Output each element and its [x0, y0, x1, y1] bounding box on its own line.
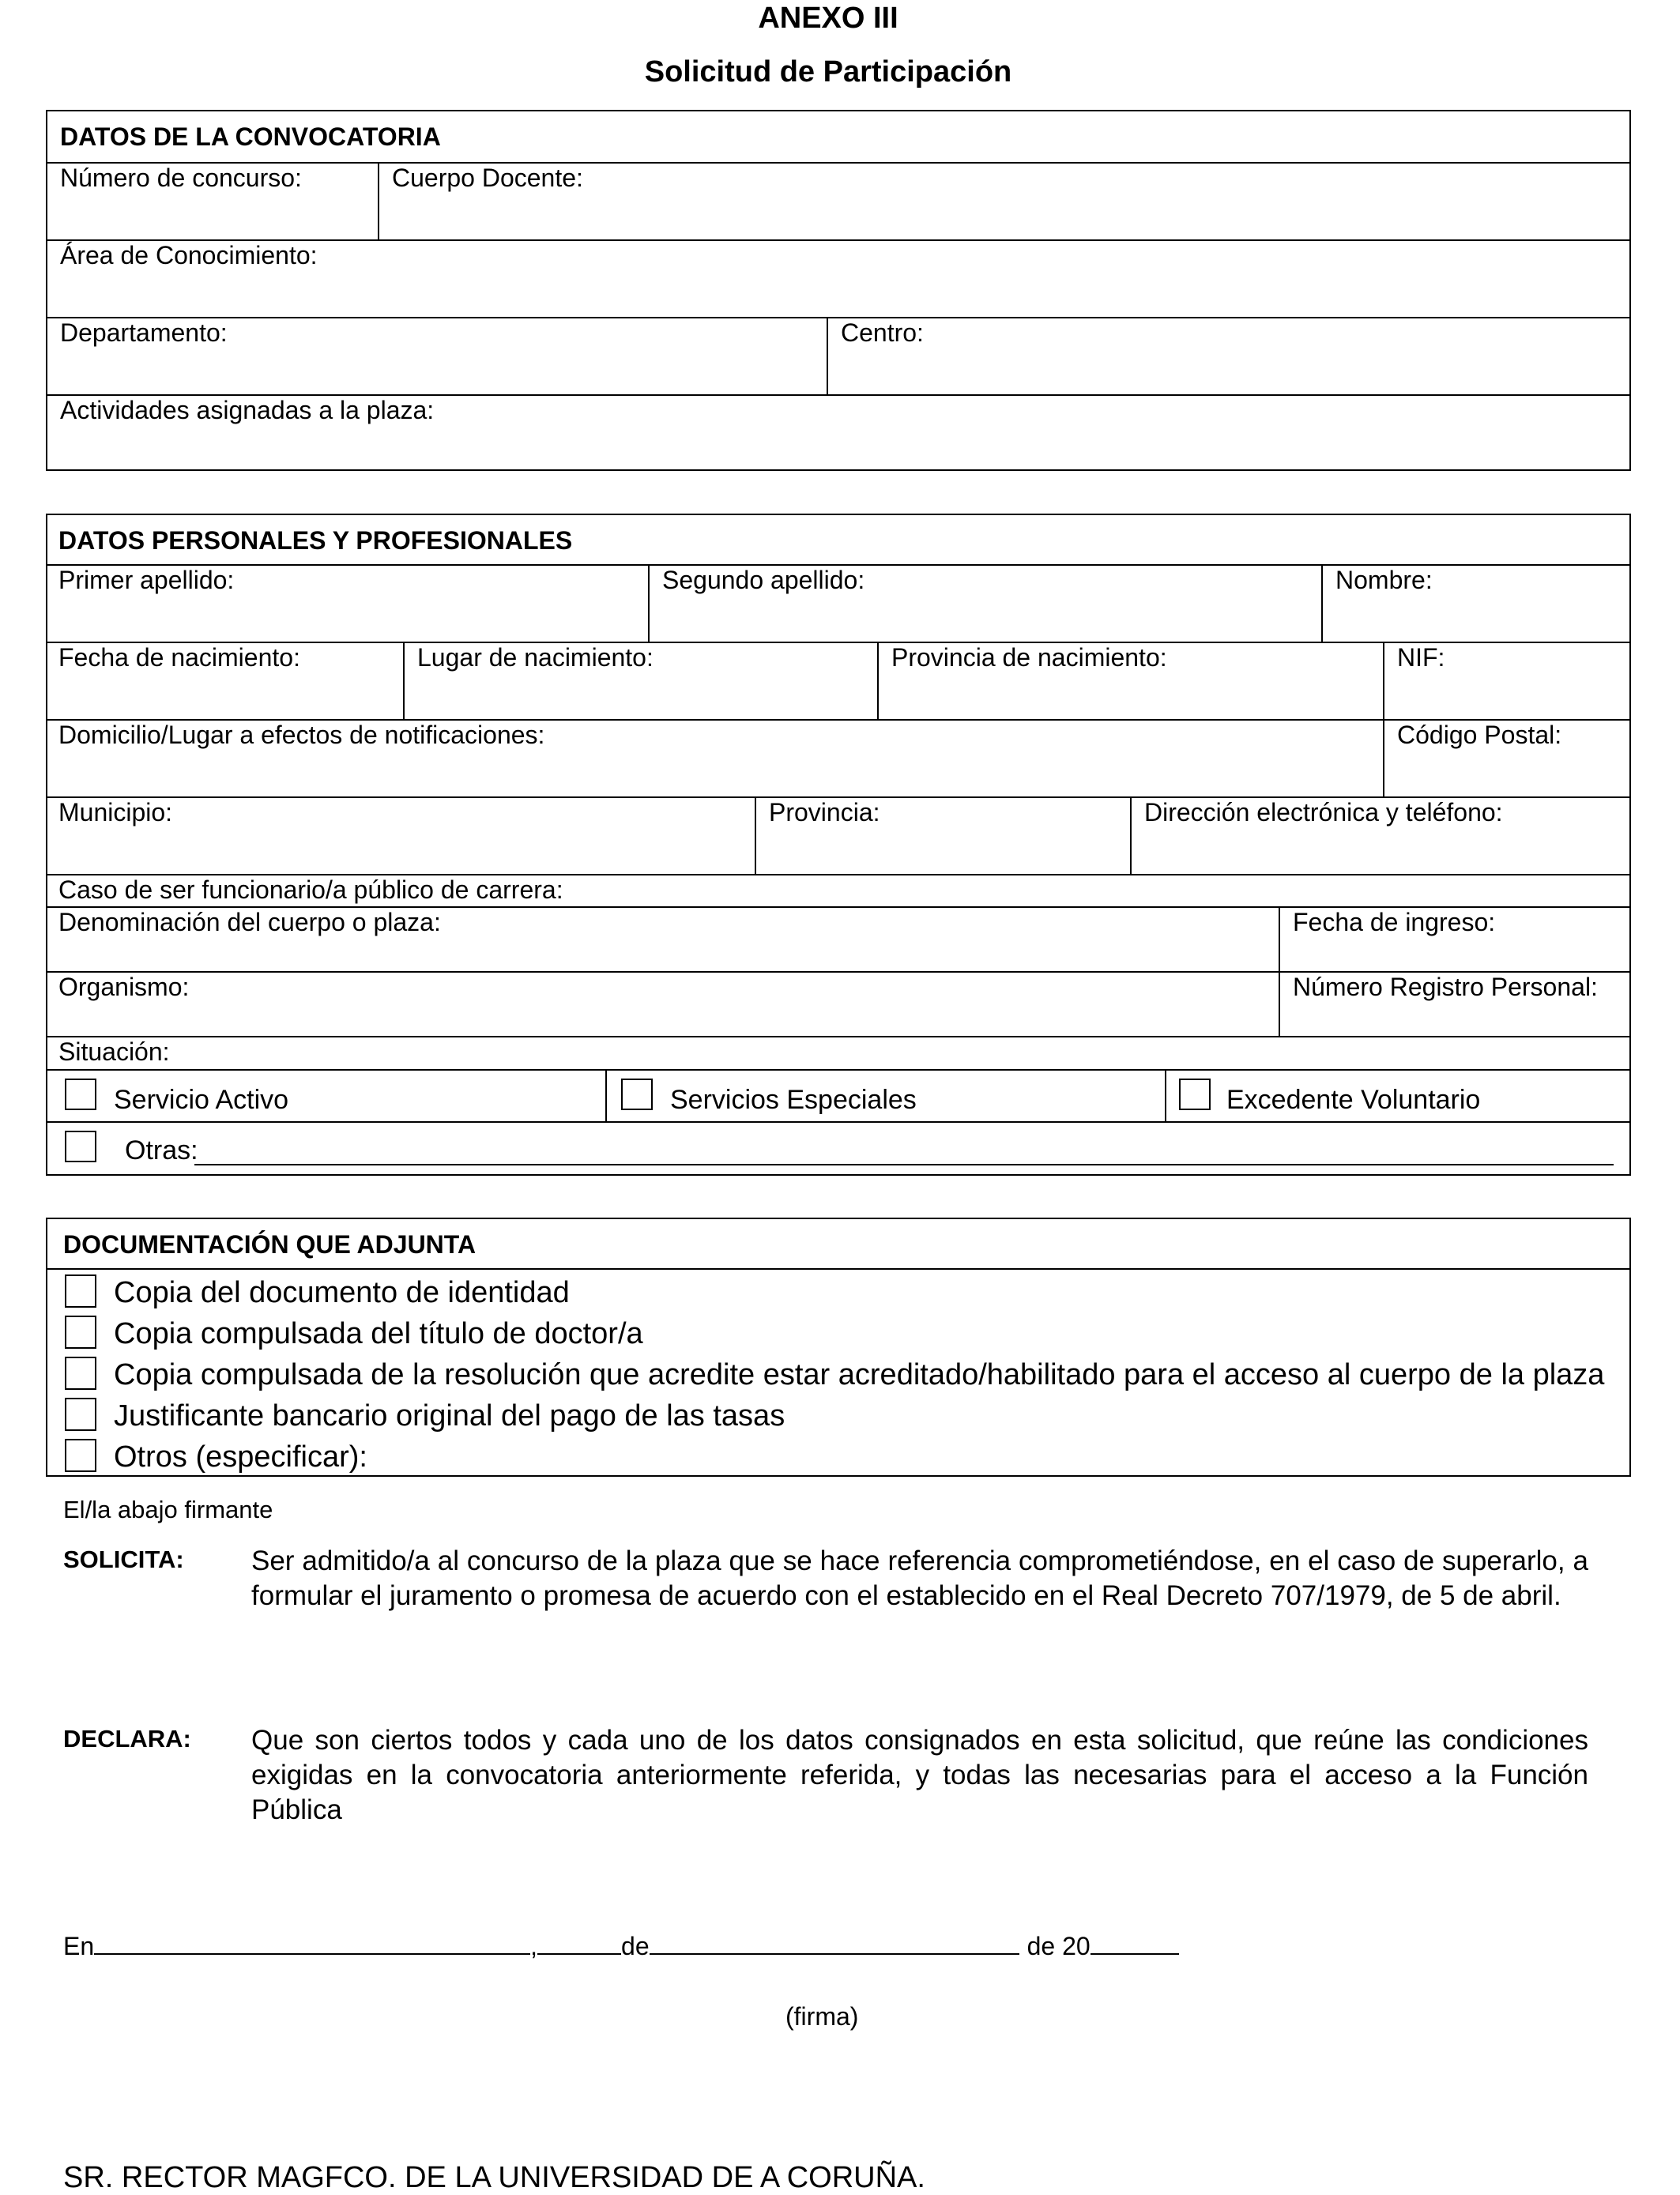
numero-concurso-label: Número de concurso:: [60, 164, 302, 192]
solicita-label: SOLICITA:: [63, 1546, 184, 1573]
personales-row-3: [47, 719, 1629, 796]
documentacion-item[interactable]: [47, 1270, 1629, 1311]
segundo-apellido-field[interactable]: [648, 566, 1321, 642]
provincia-nacimiento-field[interactable]: [877, 643, 1383, 719]
documentacion-checkbox[interactable]: [65, 1274, 96, 1308]
documentacion-checkbox[interactable]: [65, 1316, 96, 1349]
documentacion-checkbox[interactable]: [65, 1357, 96, 1390]
convocatoria-row-1: [47, 162, 1629, 239]
fecha-lugar-input[interactable]: [94, 1930, 530, 1955]
firmante-text: El/la abajo firmante: [63, 1496, 273, 1523]
fecha-en-label: En: [63, 1932, 95, 1960]
provincia-label: Provincia:: [769, 798, 880, 826]
nombre-label: Nombre:: [1335, 566, 1433, 594]
denominacion-field[interactable]: [47, 908, 1279, 971]
numero-registro-field[interactable]: [1279, 973, 1629, 1036]
direccion-electronica-field[interactable]: [1130, 798, 1629, 874]
declara-text: Que son ciertos todos y cada uno de los datos consignados en esta solicitud, que reúne las condiciones exigidas en la convocatoria anteriormente referida, y todas las necesarias para el acceso a la Función Pública: [251, 1725, 1588, 1825]
servicio-activo-label: Servicio Activo: [114, 1085, 289, 1115]
primer-apellido-field[interactable]: [47, 566, 648, 642]
cuerpo-docente-field[interactable]: [378, 164, 1629, 239]
situacion-label: Situación:: [58, 1037, 170, 1066]
documentacion-checkbox[interactable]: [65, 1439, 96, 1472]
otras-label: Otras:: [125, 1135, 198, 1165]
document-title: ANEXO III: [758, 2, 898, 35]
documentacion-item[interactable]: [47, 1393, 1629, 1434]
segundo-apellido-label: Segundo apellido:: [662, 566, 865, 594]
servicio-activo-option[interactable]: [47, 1071, 605, 1121]
codigo-postal-label: Código Postal:: [1397, 721, 1562, 749]
personales-row-4: [47, 796, 1629, 874]
lugar-nacimiento-field[interactable]: [403, 643, 877, 719]
documentacion-item[interactable]: [47, 1311, 1629, 1352]
fecha-anio-input[interactable]: [1090, 1930, 1179, 1955]
declara-label: DECLARA:: [63, 1725, 191, 1753]
documentacion-heading: DOCUMENTACIÓN QUE ADJUNTA: [63, 1230, 477, 1259]
lugar-nacimiento-label: Lugar de nacimiento:: [417, 643, 654, 672]
otras-checkbox[interactable]: [65, 1131, 96, 1162]
personales-header-row: [47, 515, 1629, 564]
departamento-label: Departamento:: [60, 318, 228, 347]
actividades-field[interactable]: [47, 394, 1629, 471]
excedente-voluntario-option[interactable]: [1165, 1071, 1629, 1121]
nif-field[interactable]: [1383, 643, 1629, 719]
personales-heading: DATOS PERSONALES Y PROFESIONALES: [58, 526, 573, 555]
situacion-options-row: [47, 1069, 1629, 1121]
servicios-especiales-option[interactable]: [605, 1071, 1165, 1121]
fecha-mes-input[interactable]: [650, 1930, 1019, 1955]
convocatoria-heading: DATOS DE LA CONVOCATORIA: [60, 122, 441, 151]
denominacion-label: Denominación del cuerpo o plaza:: [58, 908, 441, 936]
organismo-field[interactable]: [47, 973, 1279, 1036]
fecha-de20-label: de 20: [1026, 1932, 1090, 1960]
destinatario-text: SR. RECTOR MAGFCO. DE LA UNIVERSIDAD DE A CORUÑA.: [63, 2161, 925, 2194]
numero-concurso-field[interactable]: [47, 164, 378, 239]
convocatoria-row-3: [47, 317, 1629, 394]
personales-row-6: [47, 906, 1629, 971]
caso-funcionario-label: Caso de ser funcionario/a público de carrera:: [58, 875, 563, 904]
servicios-especiales-label: Servicios Especiales: [670, 1085, 917, 1115]
solicita-text: Ser admitido/a al concurso de la plaza que se hace referencia comprometiéndose, en el caso de superarlo, a formular el juramento o promesa de acuerdo con el establecido en el Real Decreto 707/1979, de 5 de abril.: [251, 1546, 1588, 1611]
personales-row-1: [47, 564, 1629, 642]
personales-row-7: [47, 971, 1629, 1036]
fecha-line: [63, 1930, 1179, 1961]
personales-row-2: [47, 642, 1629, 719]
documentacion-header-row: [47, 1219, 1629, 1268]
convocatoria-section: [46, 110, 1631, 471]
convocatoria-header-row: [47, 111, 1629, 162]
servicio-activo-checkbox[interactable]: [65, 1079, 96, 1110]
otras-row: [47, 1121, 1629, 1176]
provincia-nacimiento-label: Provincia de nacimiento:: [891, 643, 1167, 672]
fecha-de-label: de: [621, 1932, 650, 1960]
documentacion-checkbox[interactable]: [65, 1398, 96, 1431]
area-conocimiento-label: Área de Conocimiento:: [60, 241, 318, 269]
fecha-ingreso-field[interactable]: [1279, 908, 1629, 971]
municipio-field[interactable]: [47, 798, 755, 874]
documentacion-item-label: Copia compulsada del título de doctor/a: [114, 1317, 643, 1350]
documentacion-item[interactable]: [47, 1434, 1629, 1475]
excedente-voluntario-checkbox[interactable]: [1179, 1079, 1211, 1110]
codigo-postal-field[interactable]: [1383, 721, 1629, 796]
documentacion-item-label: Justificante bancario original del pago de las tasas: [114, 1399, 785, 1433]
documentacion-item-label: Copia del documento de identidad: [114, 1276, 570, 1309]
documentacion-section: [46, 1218, 1631, 1477]
excedente-voluntario-label: Excedente Voluntario: [1226, 1085, 1481, 1115]
documentacion-list: [47, 1268, 1629, 1475]
documentacion-item-label: Copia compulsada de la resolución que acredite estar acreditado/habilitado para el acceso al cuerpo de la plaza: [114, 1358, 1605, 1391]
fecha-coma: ,: [530, 1932, 538, 1960]
domicilio-field[interactable]: [47, 721, 1383, 796]
nif-label: NIF:: [1397, 643, 1445, 672]
direccion-electronica-label: Dirección electrónica y teléfono:: [1144, 798, 1503, 826]
domicilio-label: Domicilio/Lugar a efectos de notificaciones:: [58, 721, 545, 749]
nombre-field[interactable]: [1321, 566, 1629, 642]
area-conocimiento-field[interactable]: [47, 239, 1629, 317]
fecha-ingreso-label: Fecha de ingreso:: [1293, 908, 1496, 936]
primer-apellido-label: Primer apellido:: [58, 566, 235, 594]
fecha-nacimiento-field[interactable]: [47, 643, 403, 719]
organismo-label: Organismo:: [58, 973, 190, 1001]
fecha-dia-input[interactable]: [537, 1930, 621, 1955]
situacion-row: [47, 1036, 1629, 1069]
servicios-especiales-checkbox[interactable]: [621, 1079, 653, 1110]
centro-field[interactable]: [827, 318, 1629, 394]
departamento-field[interactable]: [47, 318, 827, 394]
cuerpo-docente-label: Cuerpo Docente:: [392, 164, 583, 192]
centro-label: Centro:: [841, 318, 924, 347]
actividades-label: Actividades asignadas a la plaza:: [60, 396, 435, 424]
numero-registro-label: Número Registro Personal:: [1293, 973, 1598, 1001]
caso-funcionario-row: [47, 874, 1629, 906]
personales-section: [46, 514, 1631, 1176]
otras-input-line[interactable]: [194, 1164, 1614, 1165]
documentacion-item[interactable]: [47, 1352, 1629, 1393]
fecha-nacimiento-label: Fecha de nacimiento:: [58, 643, 300, 672]
municipio-label: Municipio:: [58, 798, 173, 826]
document-subtitle: Solicitud de Participación: [644, 55, 1012, 88]
firma-label: (firma): [785, 2002, 859, 2031]
provincia-field[interactable]: [755, 798, 1130, 874]
documentacion-item-label: Otros (especificar):: [114, 1440, 367, 1474]
